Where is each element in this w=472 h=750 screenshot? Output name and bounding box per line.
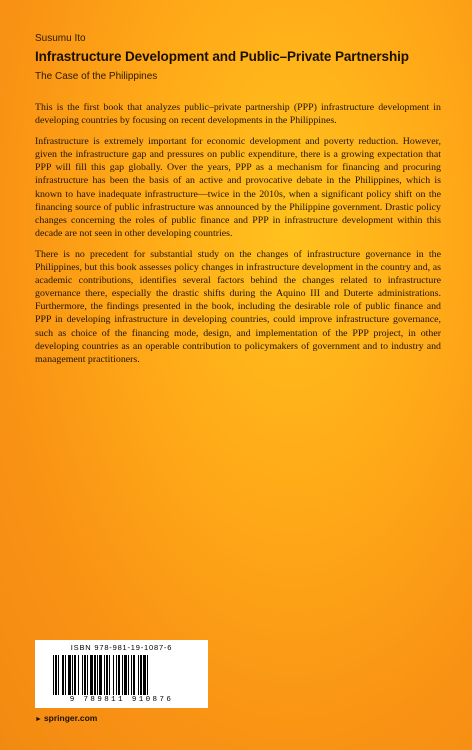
barcode-icon [53,655,190,695]
book-subtitle: The Case of the Philippines [35,71,158,82]
website-link[interactable]: springer.com [43,713,98,723]
triangle-right-icon: ► [35,716,42,723]
blurb [35,101,441,374]
blurb-paragraph: This is the first book that analyzes public–private partnership (PPP) infrastructure development in developing countries by focusing on recent developments in the Philippines. [35,102,441,127]
author-name: Susumu Ito [35,33,86,44]
isbn-label: ISBN 978-981-19-1087-6 [70,643,173,652]
book-title: Infrastructure Development and Public–Private Partnership [35,49,409,64]
website[interactable] [35,713,97,723]
barcode-number: 9 789811 910876 [69,696,174,704]
barcode-box [35,640,208,708]
cover-header [35,33,445,82]
blurb-paragraph: There is no precedent for substantial study on the changes of infrastructure governance in the Philippines, but this book assesses policy changes in infrastructure development in the country and, as academic contributions, identifies several factors behind the changes related to infrastructure governance there, especially the drastic shifts during the Aquino III and Duterte administrations. Furthermore, the findings presented in the book, including the desirable role of public finance and PPP in developing infrastructure in developing countries, could improve infrastructure governance, such as choice of the financing mode, design, and implementation of the PPP project, in other developing countries as an operable contribution to policymakers of government and to industry and management practitioners. [35,248,441,365]
blurb-paragraph: Infrastructure is extremely important for economic development and poverty reduction. However, given the infrastructure gap and pressures on public expenditure, there is a growing expectation that PPP will fill this gap globally. Over the years, PPP as a mechanism for financing and procuring infrastructure has been the basis of an active and provocative debate in the Philippines, which is known to have inadequate infrastructure—twice in the 2010s, when a significant policy shift on the financing source of public infrastructure was announced by the Philippine government. Drastic policy changes concerning the roles of public finance and PPP in infrastructure development within this decade are not seen in other developing countries. [35,136,441,239]
